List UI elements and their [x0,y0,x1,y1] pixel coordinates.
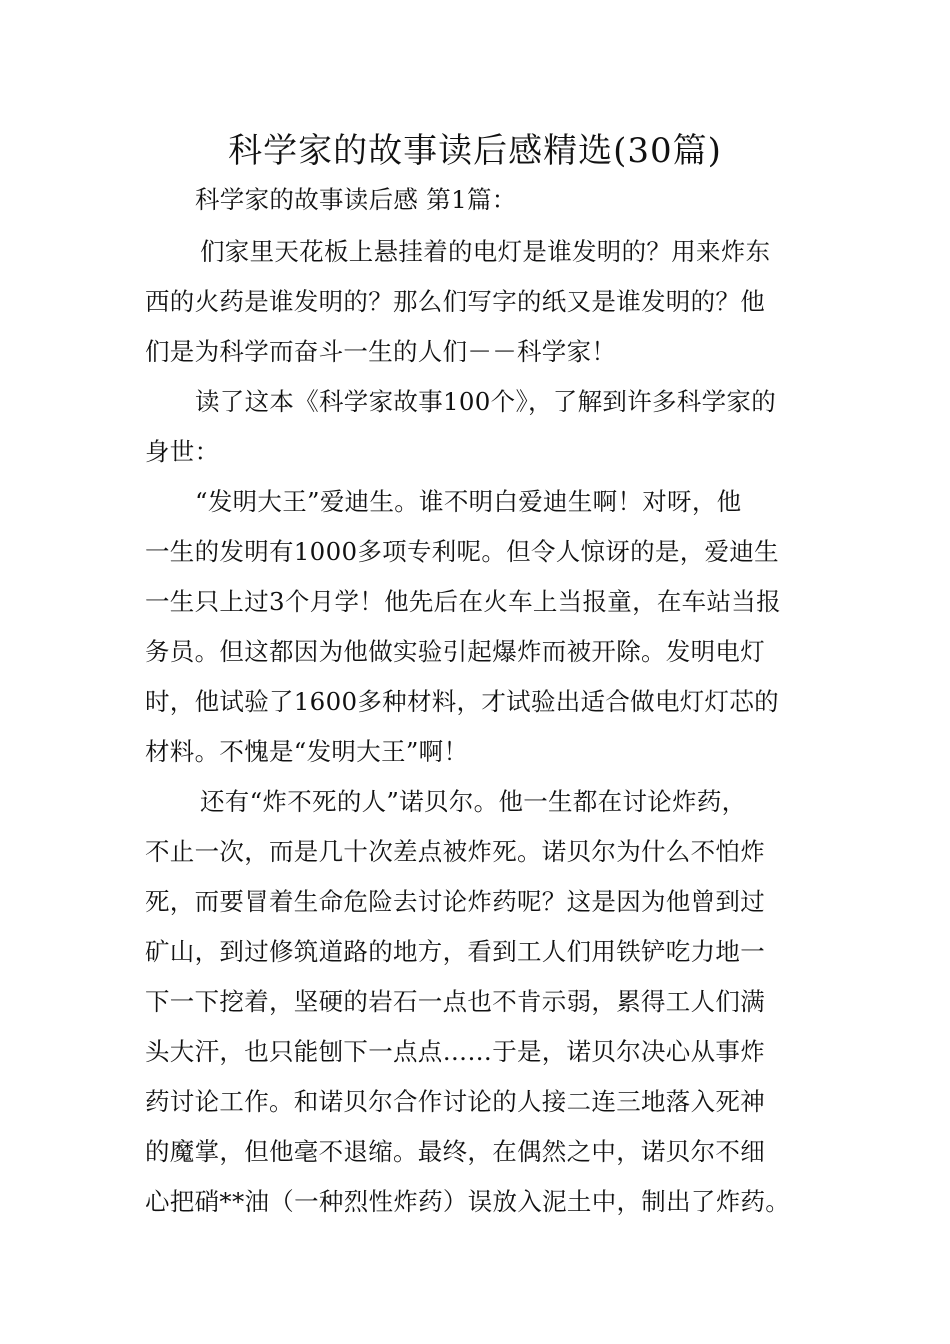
paragraph-4-line-7: 药讨论工作。和诺贝尔合作讨论的人接二连三地落入死神 [145,1087,765,1116]
paragraph-3-line-2: 一生的发明有1000多项专利呢。但令人惊讶的是，爱迪生 [145,537,779,566]
paragraph-1-line-1: 们家里天花板上悬挂着的电灯是谁发明的？用来炸东 [200,237,771,266]
paragraph-4-line-9: 心把硝**油（一种烈性炸药）误放入泥土中，制出了炸药。 [145,1187,791,1216]
paragraph-3-line-5: 时，他试验了1600多种材料，才试验出适合做电灯灯芯的 [145,687,779,716]
paragraph-1-line-3: 们是为科学而奋斗一生的人们－－科学家！ [145,337,617,366]
paragraph-4-line-5: 下一下挖着，坚硬的岩石一点也不肯示弱，累得工人们满 [145,987,765,1016]
paragraph-4-line-3: 死，而要冒着生命危险去讨论炸药呢？这是因为他曾到过 [145,887,765,916]
paragraph-3-line-6: 材料。不愧是“发明大王”啊！ [145,737,469,766]
paragraph-2-line-1: 读了这本《科学家故事100个》，了解到许多科学家的 [195,387,777,416]
section-heading: 科学家的故事读后感 第1篇： [195,185,517,214]
paragraph-3-line-4: 务员。但这都因为他做实验引起爆炸而被开除。发明电灯 [145,637,765,666]
paragraph-3-line-3: 一生只上过3个月学！他先后在火车上当报童，在车站当报 [145,587,781,616]
paragraph-3-line-1: “发明大王”爱迪生。谁不明白爱迪生啊！对呀，他 [195,487,742,516]
paragraph-4-line-4: 矿山，到过修筑道路的地方，看到工人们用铁铲吃力地一 [145,937,765,966]
document-title: 科学家的故事读后感精选(30篇) [228,131,722,171]
paragraph-4-line-6: 头大汗，也只能刨下一点点……于是，诺贝尔决心从事炸 [145,1037,765,1066]
paragraph-4-line-1: 还有“炸不死的人”诺贝尔。他一生都在讨论炸药， [200,787,747,816]
paragraph-4-line-2: 不止一次，而是几十次差点被炸死。诺贝尔为什么不怕炸 [145,837,765,866]
paragraph-1-line-2: 西的火药是谁发明的？那么们写字的纸又是谁发明的？他 [145,287,765,316]
paragraph-4-line-8: 的魔掌，但他毫不退缩。最终，在偶然之中，诺贝尔不细 [145,1137,765,1166]
paragraph-2-line-2: 身世： [145,437,220,466]
